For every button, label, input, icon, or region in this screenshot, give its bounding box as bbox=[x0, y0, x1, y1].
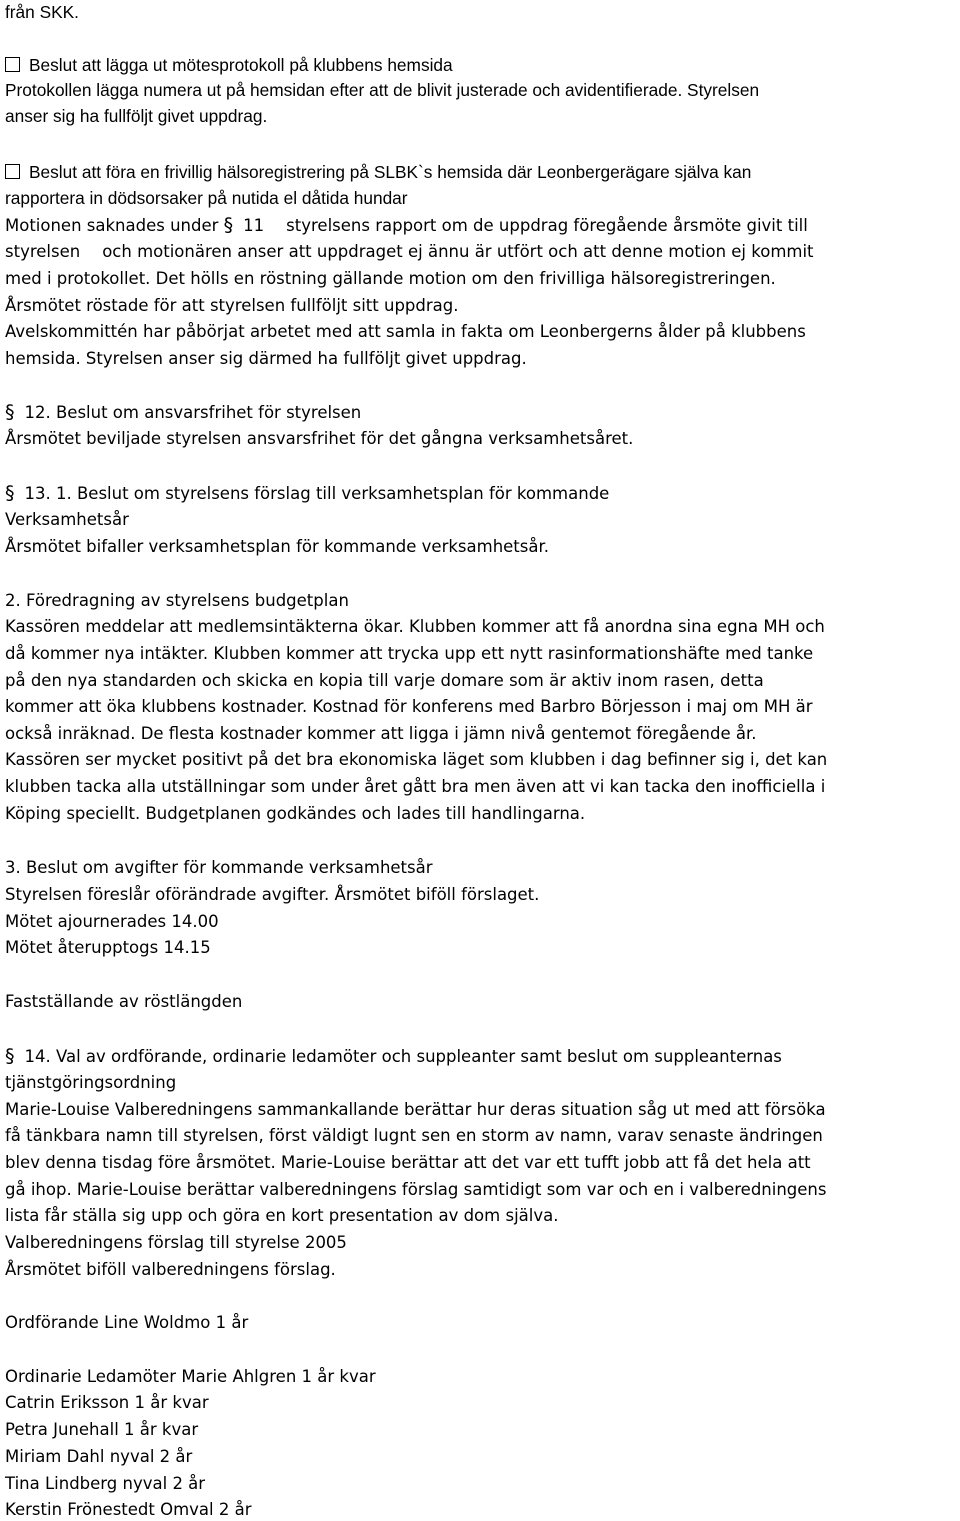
section-sign-icon: § bbox=[5, 401, 15, 423]
text-line: 2. Föredragning av styrelsens budgetplan bbox=[5, 591, 349, 610]
text-line: Årsmötet beviljade styrelsen ansvarsfrihet för det gångna verksamhetsåret. bbox=[5, 429, 634, 448]
checkbox-icon bbox=[5, 57, 20, 72]
text-line: hemsida. Styrelsen anser sig därmed ha fullföljt givet uppdrag. bbox=[5, 349, 527, 368]
text-line: få tänkbara namn till styrelsen, först väldigt lugnt sen en storm av namn, varav senaste ändringen bbox=[5, 1126, 823, 1145]
section-heading: § 12. Beslut om ansvarsfrihet för styrelsen bbox=[5, 401, 362, 423]
text-line: Årsmötet biföll valberedningens förslag. bbox=[5, 1260, 336, 1279]
text-line: Petra Junehall 1 år kvar bbox=[5, 1420, 199, 1439]
text-line: också inräknad. De flesta kostnader kommer att ligga i jämn nivå gentemot föregående år. bbox=[5, 724, 757, 743]
checkbox-item bbox=[5, 54, 453, 76]
text-line: Kassören meddelar att medlemsintäkterna ökar. Klubben kommer att få anordna sina egna MH och bbox=[5, 617, 825, 636]
text-line: Marie-Louise Valberedningens sammankallande berättar hur deras situation såg ut med att försöka bbox=[5, 1100, 826, 1119]
text-line: gå ihop. Marie-Louise berättar valberedningens förslag samtidigt som var och en i valberedningens bbox=[5, 1180, 827, 1199]
text-line: Valberedningens förslag till styrelse 2005 bbox=[5, 1233, 347, 1252]
text-line: Fastställande av röstlängden bbox=[5, 992, 243, 1011]
text-line: Mötet återupptogs 14.15 bbox=[5, 938, 211, 957]
text-line: rapportera in dödsorsaker på nutida el dåtida hundar bbox=[5, 188, 408, 208]
text-line: blev denna tisdag före årsmötet. Marie-Louise berättar att det var ett tufft jobb att få det hela att bbox=[5, 1153, 811, 1172]
text-line: Catrin Eriksson 1 år kvar bbox=[5, 1393, 209, 1412]
text-line: Motionen saknades under § 11 styrelsens rapport om de uppdrag föregående årsmöte givit till bbox=[5, 214, 808, 236]
text-line: Årsmötet bifaller verksamhetsplan för kommande verksamhetsår. bbox=[5, 537, 549, 556]
section-heading: § 13. 1. Beslut om styrelsens förslag till verksamhetsplan för kommande bbox=[5, 482, 610, 504]
text-line: kommer att öka klubbens kostnader. Kostnad för konferens med Barbro Börjesson i maj om MH är bbox=[5, 697, 813, 716]
text-line: Miriam Dahl nyval 2 år bbox=[5, 1447, 193, 1466]
text-line: Avelskommittén har påbörjat arbetet med att samla in fakta om Leonbergerns ålder på klubbens bbox=[5, 322, 806, 341]
text-line: anser sig ha fullföljt givet uppdrag. bbox=[5, 106, 268, 126]
text-line: Årsmötet röstade för att styrelsen fullföljt sitt uppdrag. bbox=[5, 296, 459, 315]
text-line: tjänstgöringsordning bbox=[5, 1073, 177, 1092]
text-line: Protokollen lägga numera ut på hemsidan efter att de blivit justerade och avidentifierade. Styrelsen bbox=[5, 80, 760, 100]
text-line: Köping speciellt. Budgetplanen godkändes och lades till handlingarna. bbox=[5, 804, 586, 823]
item-heading: Beslut att lägga ut mötesprotokoll på klubbens hemsida bbox=[29, 55, 453, 75]
section-sign-icon: § bbox=[5, 1045, 15, 1067]
text-line: Kassören ser mycket positivt på det bra ekonomiska läget som klubben i dag befinner sig i, det kan bbox=[5, 750, 828, 769]
checkbox-item bbox=[5, 161, 751, 183]
text-line: från SKK. bbox=[5, 2, 79, 22]
section-sign-icon: § bbox=[5, 482, 15, 504]
text-line: Ordförande Line Woldmo 1 år bbox=[5, 1313, 249, 1332]
item-heading: Beslut att föra en frivillig hälsoregistrering på SLBK`s hemsida där Leonbergerägare själva kan bbox=[29, 162, 752, 182]
text-line: Kerstin Frönestedt Omval 2 år bbox=[5, 1500, 252, 1519]
section-sign-icon: § bbox=[223, 214, 234, 236]
text-line: lista får ställa sig upp och göra en kort presentation av dom själva. bbox=[5, 1206, 559, 1225]
text-line: Mötet ajournerades 14.00 bbox=[5, 912, 219, 931]
text-line: styrelsen och motionären anser att uppdraget ej ännu är utfört och att denne motion ej kommit bbox=[5, 242, 814, 261]
text-line: Verksamhetsår bbox=[5, 510, 129, 529]
text-line: 3. Beslut om avgifter för kommande verksamhetsår bbox=[5, 858, 433, 877]
text-line: på den nya standarden och skicka en kopia till varje domare som är aktiv inom rasen, detta bbox=[5, 671, 764, 690]
text-line: Tina Lindberg nyval 2 år bbox=[5, 1474, 206, 1493]
text-line: med i protokollet. Det hölls en röstning gällande motion om den frivilliga hälsoregistreringen. bbox=[5, 269, 776, 288]
section-heading: § 14. Val av ordförande, ordinarie ledamöter och suppleanter samt beslut om suppleanternas bbox=[5, 1045, 782, 1067]
text-line: Ordinarie Ledamöter Marie Ahlgren 1 år kvar bbox=[5, 1367, 376, 1386]
checkbox-icon bbox=[5, 164, 20, 179]
text-line: Styrelsen föreslår oförändrade avgifter. Årsmötet biföll förslaget. bbox=[5, 885, 540, 904]
text-line: då kommer nya intäkter. Klubben kommer att trycka upp ett nytt rasinformationshäfte med tanke bbox=[5, 644, 814, 663]
text-line: klubben tacka alla utställningar som under året gått bra men även att vi kan tacka den inofficiella i bbox=[5, 777, 826, 796]
